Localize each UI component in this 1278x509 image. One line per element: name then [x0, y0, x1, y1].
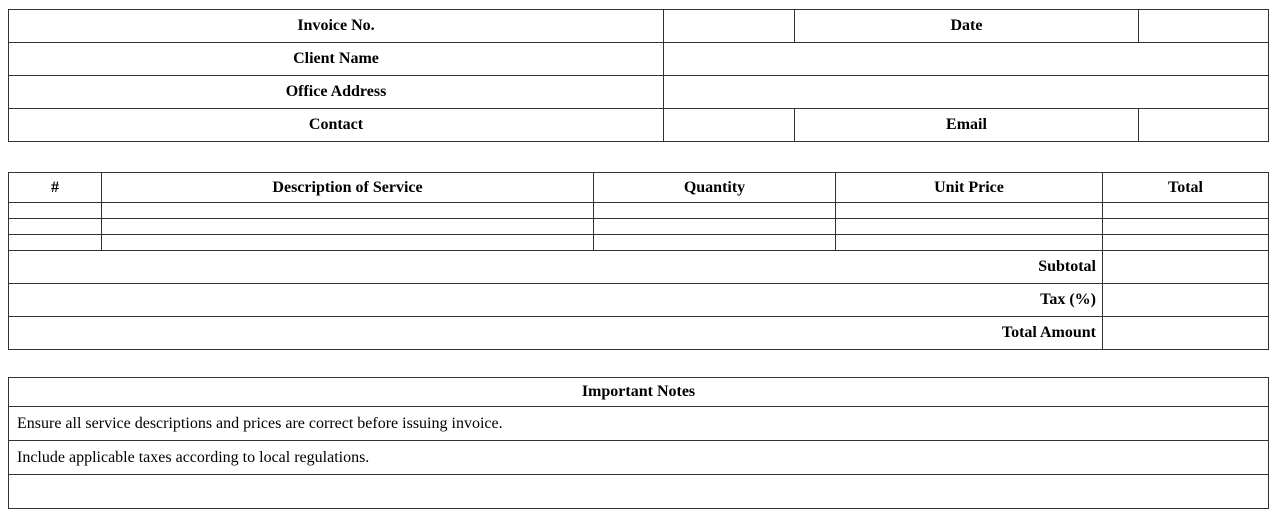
item-number-cell [9, 235, 102, 251]
date-label: Date [795, 10, 1139, 43]
note-text [9, 475, 1269, 509]
items-header-row [9, 173, 1269, 203]
item-unit-price-cell [836, 219, 1103, 235]
office-address-label: Office Address [9, 76, 664, 109]
client-name-row [9, 43, 1269, 76]
tax-label: Tax (%) [9, 284, 1103, 317]
item-row [9, 219, 1269, 235]
column-header-description: Description of Service [102, 173, 594, 203]
item-total-cell [1103, 219, 1269, 235]
contact-email-row [9, 109, 1269, 142]
contact-value-cell [664, 109, 795, 142]
invoice-info-table [8, 9, 1269, 142]
tax-value-cell [1103, 284, 1269, 317]
service-items-table [8, 172, 1269, 350]
total-amount-value-cell [1103, 317, 1269, 350]
email-value-cell [1139, 109, 1269, 142]
email-label: Email [795, 109, 1139, 142]
column-header-total: Total [1103, 173, 1269, 203]
item-unit-price-cell [836, 203, 1103, 219]
note-text: Include applicable taxes according to local regulations. [9, 441, 1269, 475]
notes-title-row [9, 378, 1269, 407]
item-row [9, 235, 1269, 251]
subtotal-value-cell [1103, 251, 1269, 284]
item-description-cell [102, 219, 594, 235]
tax-row [9, 284, 1269, 317]
item-total-cell [1103, 235, 1269, 251]
item-quantity-cell [594, 203, 836, 219]
office-address-value-cell [664, 76, 1269, 109]
subtotal-row [9, 251, 1269, 284]
item-unit-price-cell [836, 235, 1103, 251]
item-total-cell [1103, 203, 1269, 219]
invoice-no-label: Invoice No. [9, 10, 664, 43]
client-name-value-cell [664, 43, 1269, 76]
note-row [9, 475, 1269, 509]
item-description-cell [102, 235, 594, 251]
item-description-cell [102, 203, 594, 219]
note-row [9, 441, 1269, 475]
item-row [9, 203, 1269, 219]
important-notes-table [8, 377, 1269, 509]
note-row [9, 407, 1269, 441]
item-number-cell [9, 219, 102, 235]
column-header-quantity: Quantity [594, 173, 836, 203]
total-amount-label: Total Amount [9, 317, 1103, 350]
item-quantity-cell [594, 219, 836, 235]
invoice-no-value-cell [664, 10, 795, 43]
column-header-unit-price: Unit Price [836, 173, 1103, 203]
item-quantity-cell [594, 235, 836, 251]
subtotal-label: Subtotal [9, 251, 1103, 284]
date-value-cell [1139, 10, 1269, 43]
contact-label: Contact [9, 109, 664, 142]
note-text: Ensure all service descriptions and prices are correct before issuing invoice. [9, 407, 1269, 441]
invoice-no-date-row [9, 10, 1269, 43]
office-address-row [9, 76, 1269, 109]
client-name-label: Client Name [9, 43, 664, 76]
item-number-cell [9, 203, 102, 219]
total-amount-row [9, 317, 1269, 350]
notes-title: Important Notes [9, 378, 1269, 407]
column-header-number: # [9, 173, 102, 203]
